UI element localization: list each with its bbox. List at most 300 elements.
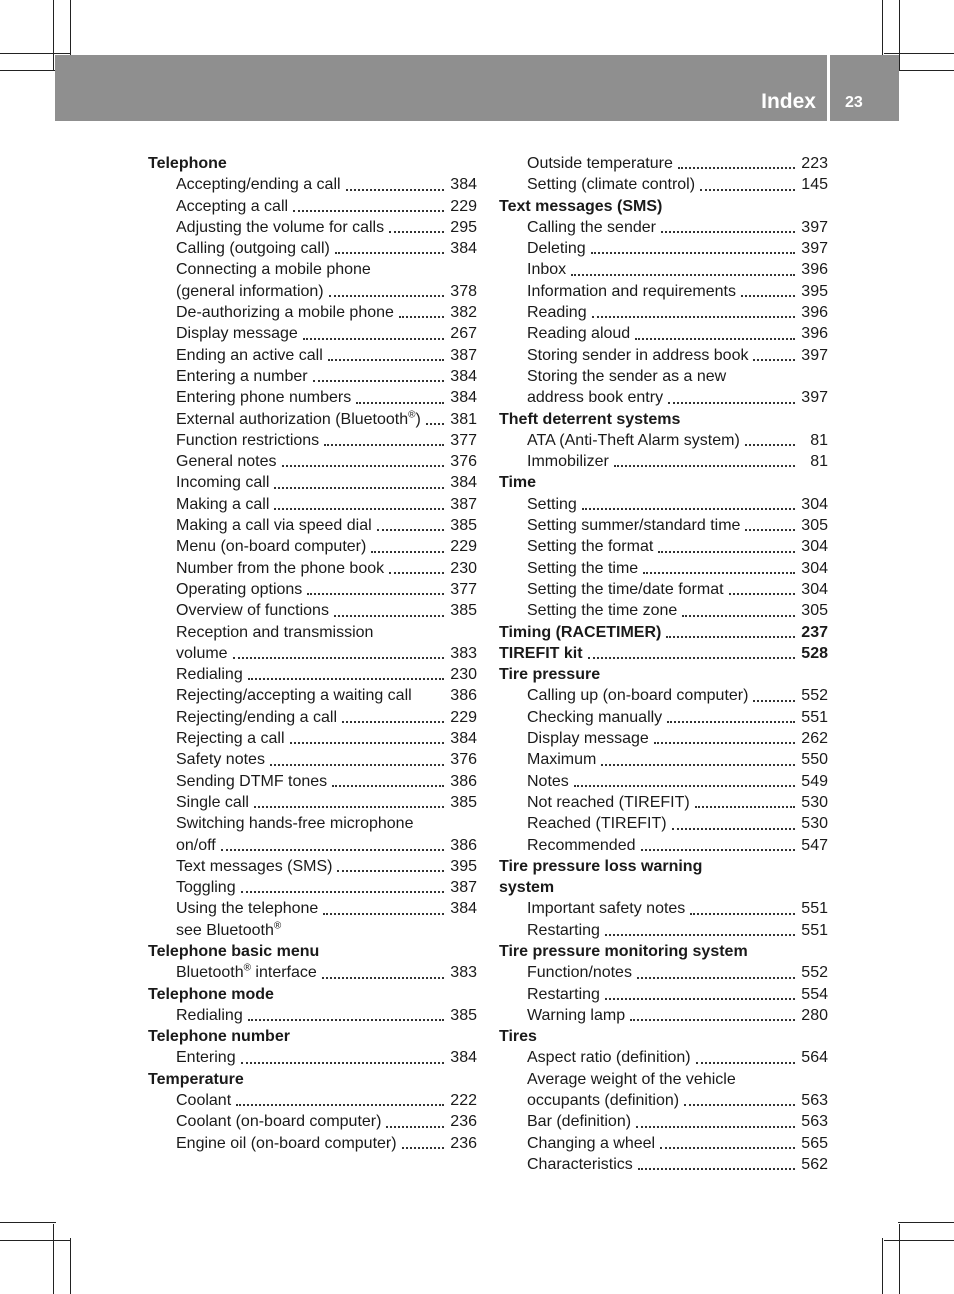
index-entry bbox=[148, 1005, 477, 1026]
dot-leader bbox=[248, 1018, 444, 1021]
dot-leader bbox=[660, 1146, 795, 1149]
dot-leader bbox=[323, 912, 444, 915]
index-entry bbox=[148, 856, 477, 877]
dot-leader bbox=[601, 763, 795, 766]
entry-label: Reading bbox=[527, 304, 587, 322]
page-ref: 384 bbox=[450, 730, 477, 748]
dot-leader bbox=[334, 614, 444, 617]
page-ref: 396 bbox=[801, 261, 828, 279]
crop-mark bbox=[899, 0, 900, 70]
index-entry bbox=[148, 1047, 477, 1068]
entry-label: Making a call bbox=[176, 495, 270, 513]
crop-mark bbox=[70, 1238, 71, 1294]
index-heading bbox=[499, 856, 828, 877]
index-entry bbox=[148, 536, 477, 557]
entry-label: Setting bbox=[527, 495, 577, 513]
page-ref: 562 bbox=[801, 1155, 828, 1173]
dot-leader bbox=[638, 1167, 795, 1170]
page-ref: 551 bbox=[801, 921, 828, 939]
dot-leader bbox=[236, 1103, 444, 1106]
entry-label: Information and requirements bbox=[527, 282, 736, 300]
index-entry bbox=[148, 920, 477, 941]
entry-label: Restarting bbox=[527, 921, 600, 939]
entry-label: Calling (outgoing call) bbox=[176, 240, 330, 258]
entry-label: Deleting bbox=[527, 240, 586, 258]
crop-mark bbox=[884, 53, 954, 54]
index-entry bbox=[499, 281, 828, 302]
page-ref: 387 bbox=[450, 495, 477, 513]
dot-leader bbox=[313, 379, 444, 382]
crop-mark bbox=[898, 70, 954, 71]
dot-leader bbox=[377, 528, 444, 531]
entry-label: Immobilizer bbox=[527, 453, 609, 471]
entry-label: Calling the sender bbox=[527, 218, 656, 236]
dot-leader bbox=[324, 443, 444, 446]
dot-leader bbox=[270, 763, 444, 766]
entry-label: General notes bbox=[176, 453, 277, 471]
page-ref: 397 bbox=[801, 218, 828, 236]
index-heading bbox=[499, 877, 828, 898]
index-entry bbox=[148, 217, 477, 238]
index-entry bbox=[148, 387, 477, 408]
crop-mark bbox=[0, 70, 56, 71]
page-ref: 237 bbox=[801, 623, 828, 641]
crop-mark bbox=[53, 0, 54, 70]
page-ref: 262 bbox=[801, 730, 828, 748]
page-ref: 397 bbox=[801, 389, 828, 407]
page-ref: 229 bbox=[450, 708, 477, 726]
index-entry bbox=[499, 707, 828, 728]
index-entry bbox=[148, 494, 477, 515]
entry-label: TIREFIT kit bbox=[499, 644, 583, 662]
entry-label: Accepting a call bbox=[176, 197, 289, 215]
index-entry bbox=[148, 664, 477, 685]
index-entry bbox=[499, 536, 828, 557]
page-ref: 397 bbox=[801, 346, 828, 364]
page-ref: 563 bbox=[801, 1113, 828, 1131]
index-entry bbox=[148, 685, 477, 706]
entry-label: Recommended bbox=[527, 836, 636, 854]
index-entry bbox=[499, 515, 828, 536]
page-ref: 383 bbox=[450, 644, 477, 662]
dot-leader bbox=[402, 1146, 444, 1149]
index-entry bbox=[148, 472, 477, 493]
page-ref: 377 bbox=[450, 580, 477, 598]
page-ref: 384 bbox=[450, 389, 477, 407]
entry-label: Reached (TIREFIT) bbox=[527, 815, 667, 833]
dot-leader bbox=[666, 635, 795, 638]
entry-label: Safety notes bbox=[176, 751, 265, 769]
entry-label: Using the telephone bbox=[176, 900, 319, 918]
entry-label: Coolant bbox=[176, 1092, 232, 1110]
page-ref: 551 bbox=[801, 708, 828, 726]
index-entry bbox=[499, 387, 828, 408]
page-ref: 384 bbox=[450, 176, 477, 194]
entry-label: address book entry bbox=[527, 389, 664, 407]
index-entry bbox=[499, 1090, 828, 1111]
index-entry bbox=[148, 302, 477, 323]
entry-label: Calling up (on-board computer) bbox=[527, 687, 749, 705]
index-entry bbox=[499, 835, 828, 856]
entry-label: Adjusting the volume for calls bbox=[176, 218, 385, 236]
entry-label: Maximum bbox=[527, 751, 597, 769]
index-entry bbox=[148, 1111, 477, 1132]
entry-label: Reading aloud bbox=[527, 325, 631, 343]
index-entry bbox=[148, 579, 477, 600]
index-entry bbox=[499, 813, 828, 834]
crop-mark bbox=[884, 1240, 954, 1241]
dot-leader bbox=[399, 315, 444, 318]
entry-label: Tire pressure bbox=[499, 666, 601, 684]
dot-leader bbox=[668, 401, 795, 404]
entry-label: Incoming call bbox=[176, 474, 270, 492]
entry-label: occupants (definition) bbox=[527, 1092, 680, 1110]
index-heading bbox=[148, 1026, 477, 1047]
index-entry bbox=[148, 600, 477, 621]
dot-leader bbox=[426, 422, 444, 425]
index-entry bbox=[499, 153, 828, 174]
entry-label: Setting (climate control) bbox=[527, 176, 696, 194]
page-ref: 565 bbox=[801, 1134, 828, 1152]
page-ref: 229 bbox=[450, 197, 477, 215]
dot-leader bbox=[672, 827, 795, 830]
index-entry bbox=[148, 515, 477, 536]
entry-label: Setting summer/standard time bbox=[527, 517, 741, 535]
page-ref: 385 bbox=[450, 793, 477, 811]
index-entry bbox=[148, 174, 477, 195]
crop-mark bbox=[0, 53, 70, 54]
dot-leader bbox=[307, 592, 444, 595]
page-ref: 549 bbox=[801, 772, 828, 790]
entry-label: Notes bbox=[527, 772, 569, 790]
page-ref: 564 bbox=[801, 1049, 828, 1067]
entry-label: (general information) bbox=[176, 282, 324, 300]
dot-leader bbox=[614, 464, 795, 467]
entry-label: Aspect ratio (definition) bbox=[527, 1049, 691, 1067]
entry-label: Number from the phone book bbox=[176, 559, 385, 577]
index-entry bbox=[499, 600, 828, 621]
index-entry bbox=[499, 920, 828, 941]
dot-leader bbox=[591, 251, 795, 254]
page-ref: 305 bbox=[801, 517, 828, 535]
index-entry bbox=[499, 579, 828, 600]
index-entry bbox=[499, 323, 828, 344]
page-ref: 386 bbox=[450, 836, 477, 854]
dot-leader bbox=[346, 188, 444, 191]
page-ref: 382 bbox=[450, 304, 477, 322]
index-entry bbox=[499, 238, 828, 259]
page-ref: 384 bbox=[450, 1049, 477, 1067]
page-ref: 530 bbox=[801, 815, 828, 833]
page-ref: 385 bbox=[450, 517, 477, 535]
index-heading bbox=[499, 196, 828, 217]
entry-label: Setting the format bbox=[527, 538, 654, 556]
page-ref: 396 bbox=[801, 325, 828, 343]
entry-label: Checking manually bbox=[527, 708, 663, 726]
registered-mark: ® bbox=[243, 962, 251, 974]
page-ref: 552 bbox=[801, 964, 828, 982]
index-entry bbox=[148, 196, 477, 217]
index-heading bbox=[499, 1026, 828, 1047]
entry-label: Entering phone numbers bbox=[176, 389, 352, 407]
index-entry bbox=[499, 1133, 828, 1154]
entry-label: Outside temperature bbox=[527, 155, 673, 172]
page-ref: 304 bbox=[801, 495, 828, 513]
page-ref: 304 bbox=[801, 580, 828, 598]
index-entry bbox=[499, 430, 828, 451]
index-entry bbox=[148, 451, 477, 472]
dot-leader bbox=[637, 976, 795, 979]
index-entry bbox=[499, 451, 828, 472]
entry-label: Average weight of the vehicle bbox=[527, 1070, 736, 1088]
page-ref: 295 bbox=[450, 218, 477, 236]
page-header bbox=[55, 55, 899, 121]
crop-mark bbox=[70, 0, 71, 56]
index-entry bbox=[499, 749, 828, 770]
crop-mark bbox=[0, 1240, 70, 1241]
index-entry bbox=[148, 749, 477, 770]
index-entry bbox=[499, 302, 828, 323]
dot-leader bbox=[241, 1061, 444, 1064]
entry-label: Coolant (on-board computer) bbox=[176, 1113, 382, 1131]
entry-label: Making a call via speed dial bbox=[176, 517, 372, 535]
entry-label: ATA (Anti-Theft Alarm system) bbox=[527, 431, 740, 449]
index-entry bbox=[499, 1154, 828, 1175]
page-ref: 267 bbox=[450, 325, 477, 343]
dot-leader bbox=[745, 443, 795, 446]
page-ref: 236 bbox=[450, 1134, 477, 1152]
entry-label: Telephone bbox=[148, 155, 227, 172]
dot-leader bbox=[695, 805, 795, 808]
index-entry bbox=[499, 685, 828, 706]
index-entry bbox=[148, 813, 477, 834]
index-entry bbox=[148, 345, 477, 366]
dot-leader bbox=[729, 592, 795, 595]
entry-label: Tire pressure loss warning bbox=[499, 857, 703, 875]
entry-label: volume bbox=[176, 644, 228, 662]
page-ref: 386 bbox=[450, 687, 477, 705]
dot-leader bbox=[241, 890, 444, 893]
page-ref: 223 bbox=[801, 155, 828, 172]
index-entry bbox=[148, 771, 477, 792]
index-heading bbox=[499, 622, 828, 643]
dot-leader bbox=[643, 571, 795, 574]
dot-leader bbox=[592, 315, 795, 318]
index-entry bbox=[499, 792, 828, 813]
index-heading bbox=[499, 472, 828, 493]
dot-leader bbox=[282, 464, 444, 467]
index-entry bbox=[499, 898, 828, 919]
dot-leader bbox=[328, 358, 444, 361]
dot-leader bbox=[386, 1125, 444, 1128]
dot-leader bbox=[636, 1125, 795, 1128]
index-entry bbox=[148, 835, 477, 856]
page-ref: 280 bbox=[801, 1006, 828, 1024]
index-entry bbox=[148, 281, 477, 302]
page-ref: 552 bbox=[801, 687, 828, 705]
dot-leader bbox=[605, 933, 795, 936]
entry-label: Entering bbox=[176, 1049, 236, 1067]
index-entry bbox=[148, 409, 477, 430]
crop-mark bbox=[53, 1224, 54, 1294]
page-ref: 383 bbox=[450, 964, 477, 982]
entry-label: Display message bbox=[176, 325, 298, 343]
dot-leader bbox=[329, 294, 444, 297]
dot-leader bbox=[574, 784, 795, 787]
page-ref: 236 bbox=[450, 1113, 477, 1131]
entry-label: Toggling bbox=[176, 879, 236, 897]
dot-leader bbox=[293, 209, 444, 212]
dot-leader bbox=[678, 166, 795, 169]
dot-leader bbox=[700, 188, 795, 191]
dot-leader bbox=[389, 571, 444, 574]
dot-leader bbox=[274, 507, 444, 510]
index-heading bbox=[148, 1069, 477, 1090]
dot-leader bbox=[654, 741, 795, 744]
entry-label: Storing the sender as a new bbox=[527, 367, 727, 385]
entry-label: Text messages (SMS) bbox=[176, 857, 333, 875]
dot-leader bbox=[233, 656, 444, 659]
dot-leader bbox=[342, 720, 444, 723]
entry-label: De-authorizing a mobile phone bbox=[176, 304, 394, 322]
index-entry bbox=[148, 1133, 477, 1154]
entry-label: Switching hands-free microphone bbox=[176, 815, 414, 833]
entry-label: Telephone mode bbox=[148, 985, 274, 1003]
page-ref: 530 bbox=[801, 793, 828, 811]
index-entry bbox=[148, 877, 477, 898]
index-entry bbox=[499, 217, 828, 238]
dot-leader bbox=[335, 251, 444, 254]
dot-leader bbox=[741, 294, 795, 297]
dot-leader bbox=[605, 997, 795, 1000]
dot-leader bbox=[254, 805, 444, 808]
page-ref: 387 bbox=[450, 879, 477, 897]
entry-label: Characteristics bbox=[527, 1155, 633, 1173]
page-ref: 384 bbox=[450, 240, 477, 258]
page-ref: 384 bbox=[450, 367, 477, 385]
entry-label: Restarting bbox=[527, 985, 600, 1003]
entry-label: Bluetooth® interface bbox=[176, 962, 317, 982]
entry-label: system bbox=[499, 879, 555, 897]
index-entry bbox=[499, 259, 828, 280]
index-entry bbox=[148, 366, 477, 387]
dot-leader bbox=[745, 528, 795, 531]
header-divider bbox=[827, 55, 830, 121]
page-ref: 145 bbox=[801, 176, 828, 194]
dot-leader bbox=[753, 358, 795, 361]
index-entry bbox=[148, 558, 477, 579]
page-number: 23 bbox=[845, 94, 863, 111]
page-ref: 528 bbox=[801, 644, 828, 662]
index-entry bbox=[148, 259, 477, 280]
index-entry bbox=[148, 430, 477, 451]
dot-leader bbox=[661, 230, 795, 233]
page-ref: 395 bbox=[450, 857, 477, 875]
index-heading bbox=[499, 941, 828, 962]
entry-label: Sending DTMF tones bbox=[176, 772, 328, 790]
index-entry bbox=[148, 792, 477, 813]
entry-label: see Bluetooth® bbox=[176, 920, 282, 939]
page-ref: 385 bbox=[450, 1006, 477, 1024]
index-heading bbox=[148, 984, 477, 1005]
index-heading bbox=[148, 153, 477, 174]
page-ref: 229 bbox=[450, 538, 477, 556]
page-ref: 381 bbox=[450, 410, 477, 428]
index-entry bbox=[499, 984, 828, 1005]
page-ref: 386 bbox=[450, 772, 477, 790]
index-entry bbox=[148, 728, 477, 749]
crop-mark bbox=[898, 1222, 954, 1223]
index-entry bbox=[148, 323, 477, 344]
index-entry bbox=[148, 962, 477, 983]
dot-leader bbox=[682, 614, 795, 617]
entry-label: Rejecting/ending a call bbox=[176, 708, 337, 726]
entry-label: Theft deterrent systems bbox=[499, 410, 681, 428]
page-ref: 551 bbox=[801, 900, 828, 918]
page-ref: 81 bbox=[810, 431, 828, 449]
crop-mark bbox=[899, 1224, 900, 1294]
index-heading bbox=[499, 664, 828, 685]
page-ref: 563 bbox=[801, 1092, 828, 1110]
page-ref: 377 bbox=[450, 431, 477, 449]
dot-leader bbox=[641, 848, 796, 851]
page-ref: 384 bbox=[450, 474, 477, 492]
index-column-right bbox=[499, 153, 828, 1175]
index-entry bbox=[148, 1090, 477, 1111]
index-entry bbox=[499, 494, 828, 515]
page-ref: 222 bbox=[450, 1092, 477, 1110]
entry-label: Rejecting/accepting a waiting call bbox=[176, 687, 412, 705]
dot-leader bbox=[337, 869, 444, 872]
page-ref: 376 bbox=[450, 751, 477, 769]
crop-mark bbox=[882, 1238, 883, 1294]
page-ref: 304 bbox=[801, 559, 828, 577]
page-ref: 376 bbox=[450, 453, 477, 471]
index-heading bbox=[499, 409, 828, 430]
entry-label: Engine oil (on-board computer) bbox=[176, 1134, 397, 1152]
entry-label: Menu (on-board computer) bbox=[176, 538, 367, 556]
dot-leader bbox=[371, 550, 444, 553]
index-entry bbox=[499, 1069, 828, 1090]
dot-leader bbox=[322, 976, 444, 979]
dot-leader bbox=[684, 1103, 795, 1106]
dot-leader bbox=[696, 1061, 795, 1064]
entry-label: External authorization (Bluetooth®) bbox=[176, 409, 421, 428]
dot-leader bbox=[753, 699, 795, 702]
dot-leader bbox=[332, 784, 444, 787]
entry-label: Time bbox=[499, 474, 537, 492]
index-entry bbox=[148, 238, 477, 259]
dot-leader bbox=[582, 507, 795, 510]
entry-label: Setting the time bbox=[527, 559, 639, 577]
page-ref: 378 bbox=[450, 282, 477, 300]
dot-leader bbox=[248, 677, 444, 680]
dot-leader bbox=[274, 486, 444, 489]
entry-label: Tires bbox=[499, 1028, 537, 1046]
entry-label: Important safety notes bbox=[527, 900, 686, 918]
index-column-left bbox=[148, 153, 477, 1154]
index-entry bbox=[499, 728, 828, 749]
entry-label: Setting the time/date format bbox=[527, 580, 724, 598]
entry-label: Connecting a mobile phone bbox=[176, 261, 371, 279]
entry-label: Operating options bbox=[176, 580, 303, 598]
entry-label: on/off bbox=[176, 836, 216, 854]
index-entry bbox=[499, 1005, 828, 1026]
dot-leader bbox=[690, 912, 795, 915]
index-entry bbox=[499, 345, 828, 366]
entry-label: Function/notes bbox=[527, 964, 632, 982]
dot-leader bbox=[658, 550, 795, 553]
